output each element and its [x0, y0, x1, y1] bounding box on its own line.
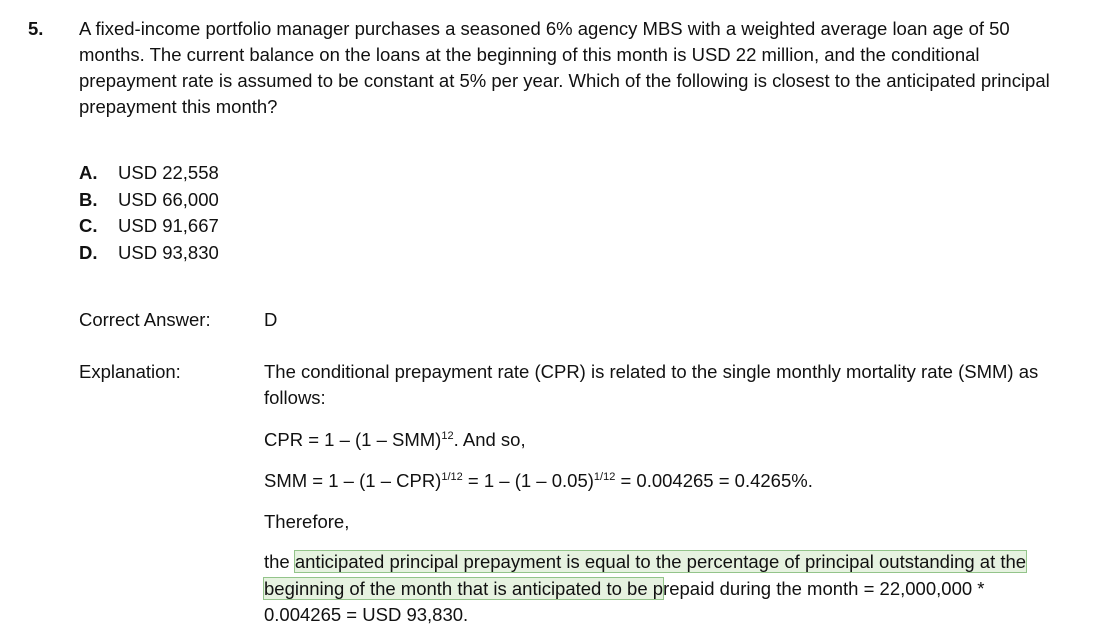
correct-answer-label: Correct Answer:	[79, 309, 211, 330]
option-a	[79, 160, 219, 187]
option-text: USD 66,000	[118, 188, 219, 210]
option-text: USD 91,667	[118, 215, 219, 236]
option-letter: B.	[79, 188, 98, 210]
question-number: 5.	[28, 18, 44, 39]
option-text: USD 93,830	[118, 241, 219, 263]
option-d	[79, 240, 219, 267]
option-letter: A.	[79, 162, 98, 183]
answer-options	[79, 160, 219, 266]
smm-formula	[264, 468, 1064, 494]
smm-formula-part1: SMM = 1 – (1 – CPR)	[264, 470, 442, 491]
smm-formula-part3: = 0.004265 = 0.4265%.	[615, 470, 813, 491]
question-text: A fixed-income portfolio manager purchases a seasoned 6% agency MBS with a weighted average loan age of 50 months. The current balance on the loans at the beginning of this month is USD 22 million, and the conditional prepayment rate is assumed to be constant at 5% per year. Which of the following is closest to the anticipated principal prepayment this month?	[79, 18, 1050, 117]
option-b	[79, 187, 219, 214]
correct-answer-value: D	[264, 309, 278, 330]
therefore-text: Therefore,	[264, 511, 350, 532]
option-letter: C.	[79, 215, 98, 236]
option-c	[79, 213, 219, 240]
conclusion-post: repaid during the month = 22,000,000 * 0.004265 = USD 93,830.	[264, 577, 985, 625]
explanation-label: Explanation:	[79, 361, 181, 382]
smm-formula-exponent1: 1/12	[441, 471, 463, 483]
cpr-formula	[264, 427, 1064, 453]
smm-formula-part2: = 1 – (1 – 0.05)	[462, 470, 594, 491]
option-letter: D.	[79, 241, 98, 263]
cpr-formula-exponent: 12	[441, 430, 454, 442]
conclusion-pre: the	[264, 551, 295, 572]
cpr-formula-lhs: CPR = 1 – (1 – SMM)	[264, 429, 442, 450]
smm-formula-exponent2: 1/12	[593, 471, 616, 483]
explanation-intro: The conditional prepayment rate (CPR) is related to the single monthly mortality rate (SMM) as follows:	[264, 361, 1039, 408]
option-text: USD 22,558	[118, 162, 219, 183]
highlighted-text: anticipated principal prepayment is equal to the percentage of principal outstanding at the beginning of the month that is anticipated to be p	[264, 551, 1027, 599]
cpr-formula-rest: . And so,	[453, 429, 526, 450]
conclusion-text	[264, 549, 1064, 629]
explanation-body	[264, 359, 1064, 629]
